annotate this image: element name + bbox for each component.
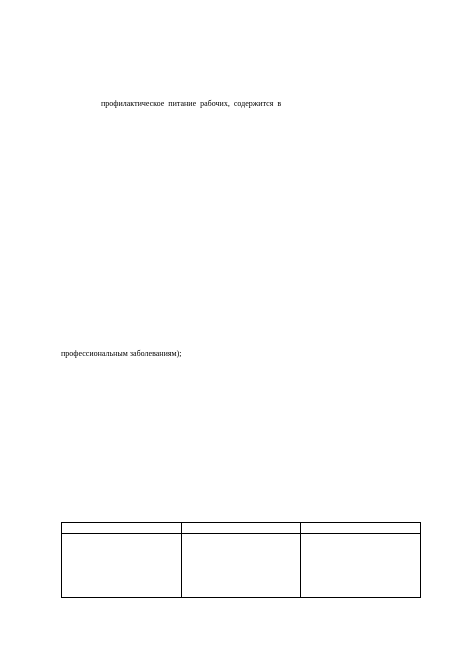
- table-header-cell: [62, 523, 182, 534]
- table-cell: [301, 534, 421, 598]
- table-header-row: [62, 523, 421, 534]
- table-header-cell: [301, 523, 421, 534]
- table-row: [62, 534, 421, 598]
- empty-table: [61, 522, 421, 598]
- table-cell: [62, 534, 182, 598]
- table-cell: [181, 534, 301, 598]
- text-line-profilactic-nutrition: профилактическое питание рабочих, содержится в: [101, 99, 282, 108]
- text-line-occupational-diseases: профессиональным заболеваниям);: [61, 349, 182, 358]
- table-header-cell: [181, 523, 301, 534]
